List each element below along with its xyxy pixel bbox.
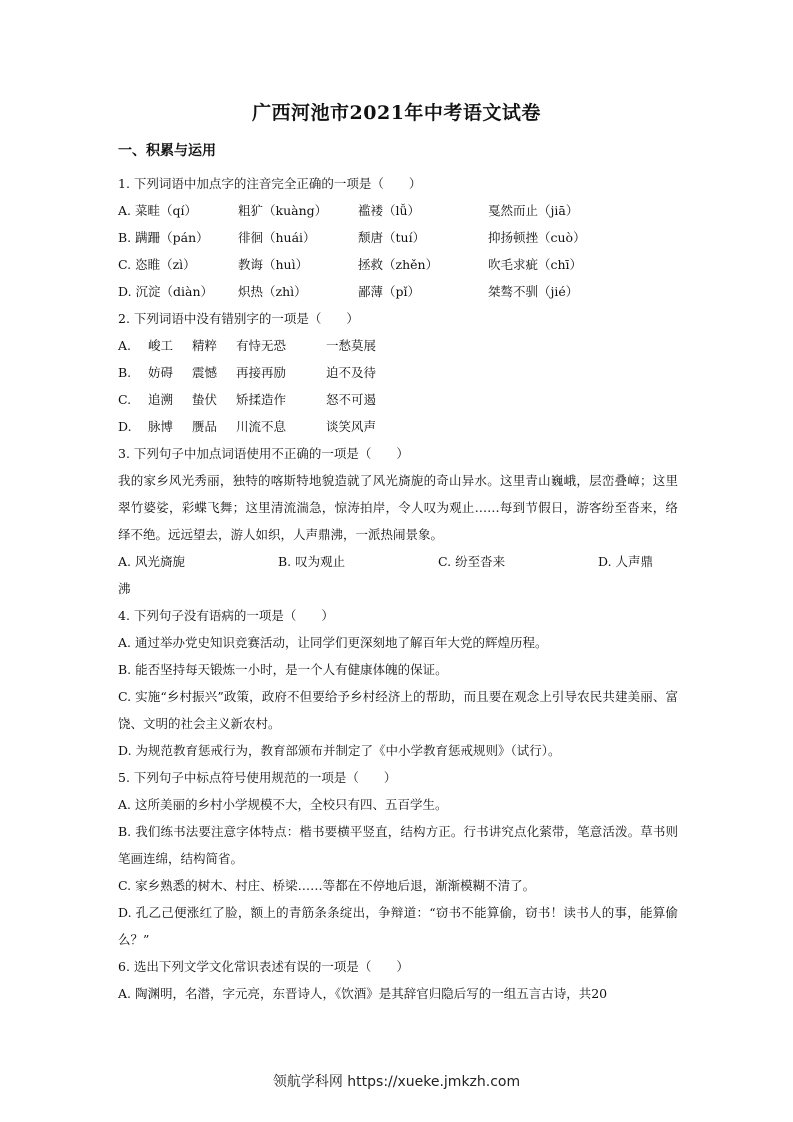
option-word: 峻工 (148, 338, 174, 353)
exam-content (118, 170, 678, 1007)
question-4-option-b: B. 能否坚持每天锻炼一小时，是一个人有健康体魄的保证。 (118, 662, 448, 677)
option-word: 鄙薄（pǐ） (358, 284, 420, 299)
option-label: C. (118, 392, 132, 407)
page-title: 广西河池市2021年中考语文试卷 (252, 102, 541, 124)
option-word: 拯救（zhěn） (358, 257, 439, 272)
question-1-option-d (118, 278, 678, 305)
option-d: D. 人声鼎 (598, 554, 654, 569)
question-2-option-c (118, 386, 678, 413)
option-word: 颓唐（tuí） (358, 230, 426, 245)
option-word: 再接再励 (236, 365, 287, 380)
option-word: 教诲（huì） (238, 257, 309, 272)
option-a: A. 风光旖旎 (118, 554, 185, 569)
option-word: 有恃无恐 (236, 338, 287, 353)
option-word: 抑扬顿挫（cuò） (488, 230, 586, 245)
question-4-option-c: C. 实施“乡村振兴”政策，政府不但要给予乡村经济上的帮助，而且要在观念上引导农民共建美丽、富饶、文明的社会主义新农村。 (118, 689, 678, 731)
option-b: B. 叹为观止 (278, 554, 346, 569)
question-6-stem: 6. 选出下列文学文化常识表述有误的一项是（ ） (118, 959, 409, 974)
option-word: 褴褛（lǚ） (358, 203, 421, 218)
option-word: 谈笑风声 (326, 419, 377, 434)
question-5-option-b: B. 我们练书法要注意字体特点：楷书要横平竖直，结构方正。行书讲究点化萦带，笔意活泼。草书则笔画连绵，结构简省。 (118, 824, 678, 866)
option-label: A. (118, 338, 132, 353)
option-word: D. 沉淀（diàn） (118, 284, 214, 299)
question-5-stem: 5. 下列句子中标点符号使用规范的一项是（ ） (118, 770, 397, 785)
watermark-footer: 领航学科网 https://xueke.jmkzh.com (272, 1074, 521, 1090)
option-word: 徘徊（huái） (238, 230, 316, 245)
option-word: 追溯 (148, 392, 174, 407)
option-word: 脉博 (148, 419, 174, 434)
option-word: 妨碍 (148, 365, 174, 380)
option-word: 震憾 (192, 365, 218, 380)
question-4-option-d: D. 为规范教育惩戒行为，教育部颁布并制定了《中小学教育惩戒规则》（试行）。 (118, 743, 561, 758)
section-heading: 一、积累与运用 (118, 143, 216, 159)
option-word: 赝品 (192, 419, 218, 434)
option-word: 川流不息 (236, 419, 287, 434)
question-6-option-a: A. 陶渊明，名潜，字元亮，东晋诗人，《饮酒》是其辞官归隐后写的一组五言古诗，共20 (118, 986, 608, 1001)
option-label: D. (118, 419, 132, 434)
question-3-passage: 我的家乡风光秀丽，独特的喀斯特地貌造就了风光旖旎的奇山异水。这里青山巍峨，层峦叠嶂；这里翠竹婆娑，彩蝶飞舞；这里清流湍急，惊涛拍岸，令人叹为观止……每到节假日，游客纷至沓来，络绎不绝。远远望去，游人如织，人声鼎沸，一派热闹景象。 (118, 473, 678, 542)
question-5-option-d: D. 孔乙己便涨红了脸，额上的青筋条条绽出，争辩道：“窃书不能算偷，窃书！读书人的事，能算偷么？” (118, 905, 678, 947)
option-word: 迫不及待 (326, 365, 377, 380)
question-1-option-c (118, 251, 678, 278)
option-word: B. 蹒跚（pán） (118, 230, 209, 245)
option-word: 矫揉造作 (236, 392, 287, 407)
question-2-option-d (118, 413, 678, 440)
question-2-stem: 2. 下列词语中没有错别字的一项是（ ） (118, 311, 359, 326)
question-2-option-b (118, 359, 678, 386)
question-5-option-a: A. 这所美丽的乡村小学规模不大，全校只有四、五百学生。 (118, 797, 448, 812)
question-3-stem: 3. 下列句子中加点词语使用不正确的一项是（ ） (118, 446, 409, 461)
option-word: 粗犷（kuàng） (238, 203, 328, 218)
question-1-stem: 1. 下列词语中加点字的注音完全正确的一项是（ ） (118, 176, 422, 191)
option-word: 蛰伏 (192, 392, 218, 407)
question-5-option-c: C. 家乡熟悉的树木、村庄、桥梁……等都在不停地后退，渐渐模糊不清了。 (118, 878, 536, 893)
option-label: B. (118, 365, 132, 380)
question-1-option-b (118, 224, 678, 251)
option-word: 吹毛求疵（chī） (488, 257, 583, 272)
option-word: A. 菜畦（qí） (118, 203, 197, 218)
question-4-stem: 4. 下列句子没有语病的一项是（ ） (118, 608, 334, 623)
option-word: 怒不可遏 (326, 392, 377, 407)
option-c: C. 纷至沓来 (438, 554, 506, 569)
question-3-option-d-wrap: 沸 (118, 581, 131, 596)
option-word: 戛然而止（jiā） (488, 203, 579, 218)
option-word: 一愁莫展 (326, 338, 377, 353)
question-2-option-a (118, 332, 678, 359)
option-word: 炽热（zhì） (238, 284, 307, 299)
option-word: 精粹 (192, 338, 218, 353)
question-3-options (118, 548, 678, 575)
question-1-option-a (118, 197, 678, 224)
option-word: 桀骜不驯（jié） (488, 284, 579, 299)
question-4-option-a: A. 通过举办党史知识竞赛活动，让同学们更深刻地了解百年大党的辉煌历程。 (118, 635, 548, 650)
option-word: C. 恣睢（zì） (118, 257, 196, 272)
